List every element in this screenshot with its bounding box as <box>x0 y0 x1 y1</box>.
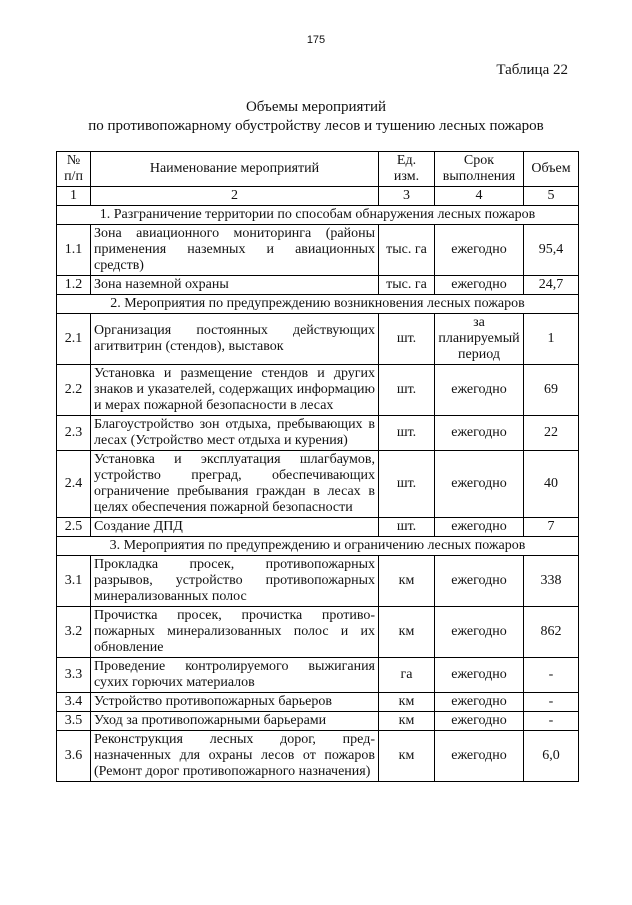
unit-of-measure: шт. <box>379 451 435 518</box>
unit-of-measure: тыс. га <box>379 276 435 295</box>
unit-of-measure: км <box>379 712 435 731</box>
table-row <box>57 556 579 607</box>
measure-name: Уход за противопожарными барьерами <box>91 712 379 731</box>
measure-name: Зона авиационного мониторинга (районы применения наземных и авиационных средств) <box>91 225 379 276</box>
execution-term: ежегодно <box>435 365 524 416</box>
header-name: Наименование мероприятий <box>91 152 379 187</box>
document-title <box>0 98 632 136</box>
volume-value: 7 <box>524 518 579 537</box>
volume-value: 24,7 <box>524 276 579 295</box>
table-row <box>57 658 579 693</box>
unit-of-measure: шт. <box>379 365 435 416</box>
table-caption: Таблица 22 <box>496 62 568 78</box>
unit-of-measure: га <box>379 658 435 693</box>
table-row <box>57 416 579 451</box>
measure-name: Зона наземной охраны <box>91 276 379 295</box>
measure-name: Реконструкция лесных дорог, пред-назначенных для охраны лесов от пожаров (Ремонт дорог противопожарного назначения) <box>91 731 379 782</box>
execution-term: за планируемый период <box>435 314 524 365</box>
page-number: 175 <box>306 34 326 46</box>
row-number: 1.2 <box>57 276 91 295</box>
row-number: 3.5 <box>57 712 91 731</box>
title-line-1: Объемы мероприятий <box>245 99 387 115</box>
row-number: 2.2 <box>57 365 91 416</box>
volume-value: 22 <box>524 416 579 451</box>
section-title: 2. Мероприятия по предупреждению возникновения лесных пожаров <box>57 295 579 314</box>
volume-value: 862 <box>524 607 579 658</box>
measure-name: Устройство противопожарных барьеров <box>91 693 379 712</box>
row-number: 3.1 <box>57 556 91 607</box>
index-cell: 2 <box>91 187 379 206</box>
index-cell: 1 <box>57 187 91 206</box>
execution-term: ежегодно <box>435 658 524 693</box>
header-term: Срок выполнения <box>435 152 524 187</box>
execution-term: ежегодно <box>435 556 524 607</box>
row-number: 1.1 <box>57 225 91 276</box>
volume-value: 95,4 <box>524 225 579 276</box>
unit-of-measure: тыс. га <box>379 225 435 276</box>
section-title: 1. Разграничение территории по способам обнаружения лесных пожаров <box>57 206 579 225</box>
table-row <box>57 693 579 712</box>
execution-term: ежегодно <box>435 693 524 712</box>
unit-of-measure: км <box>379 556 435 607</box>
row-number: 2.1 <box>57 314 91 365</box>
table-body <box>57 206 579 782</box>
unit-of-measure: шт. <box>379 416 435 451</box>
table-row <box>57 518 579 537</box>
execution-term: ежегодно <box>435 225 524 276</box>
header-unit: Ед. изм. <box>379 152 435 187</box>
table-header-row <box>57 152 579 187</box>
volume-value: - <box>524 712 579 731</box>
section-title: 3. Мероприятия по предупреждению и ограничению лесных пожаров <box>57 537 579 556</box>
measures-table <box>56 151 579 782</box>
table-row <box>57 276 579 295</box>
title-line-2: по противопожарному обустройству лесов и тушению лесных пожаров <box>88 118 544 134</box>
execution-term: ежегодно <box>435 451 524 518</box>
unit-of-measure: км <box>379 607 435 658</box>
volume-value: 69 <box>524 365 579 416</box>
volume-value: - <box>524 693 579 712</box>
measure-name: Прокладка просек, противопожарных разрывов, устройство противопожарных минерализованных полос <box>91 556 379 607</box>
unit-of-measure: км <box>379 693 435 712</box>
row-number: 3.2 <box>57 607 91 658</box>
table-row <box>57 225 579 276</box>
measure-name: Организация постоянных действующих агитвитрин (стендов), выставок <box>91 314 379 365</box>
volume-value: 1 <box>524 314 579 365</box>
row-number: 3.4 <box>57 693 91 712</box>
index-cell: 3 <box>379 187 435 206</box>
volume-value: - <box>524 658 579 693</box>
header-volume: Объем <box>524 152 579 187</box>
row-number: 2.4 <box>57 451 91 518</box>
measure-name: Установка и размещение стендов и других знаков и указателей, содержащих информацию и мерах пожарной безопасности в лесах <box>91 365 379 416</box>
volume-value: 40 <box>524 451 579 518</box>
row-number: 2.5 <box>57 518 91 537</box>
measure-name: Благоустройство зон отдыха, пребывающих в лесах (Устройство мест отдыха и курения) <box>91 416 379 451</box>
unit-of-measure: км <box>379 731 435 782</box>
volume-value: 6,0 <box>524 731 579 782</box>
volume-value: 338 <box>524 556 579 607</box>
table-row <box>57 451 579 518</box>
unit-of-measure: шт. <box>379 314 435 365</box>
table-row <box>57 607 579 658</box>
row-number: 3.3 <box>57 658 91 693</box>
index-cell: 4 <box>435 187 524 206</box>
table-row <box>57 365 579 416</box>
table-row <box>57 712 579 731</box>
table-row <box>57 314 579 365</box>
row-number: 2.3 <box>57 416 91 451</box>
execution-term: ежегодно <box>435 518 524 537</box>
section-row <box>57 295 579 314</box>
header-num: № п/п <box>57 152 91 187</box>
measure-name: Проведение контролируемого выжигания сухих горючих материалов <box>91 658 379 693</box>
measure-name: Прочистка просек, прочистка противо-пожарных минерализованных полос и их обновление <box>91 607 379 658</box>
column-index-row <box>57 187 579 206</box>
execution-term: ежегодно <box>435 731 524 782</box>
section-row <box>57 206 579 225</box>
execution-term: ежегодно <box>435 712 524 731</box>
index-cell: 5 <box>524 187 579 206</box>
execution-term: ежегодно <box>435 276 524 295</box>
unit-of-measure: шт. <box>379 518 435 537</box>
row-number: 3.6 <box>57 731 91 782</box>
section-row <box>57 537 579 556</box>
execution-term: ежегодно <box>435 607 524 658</box>
measure-name: Установка и эксплуатация шлагбаумов, устройство преград, обеспечивающих ограничение пребывания граждан в лесах в целях обеспечения пожарной безопасности <box>91 451 379 518</box>
execution-term: ежегодно <box>435 416 524 451</box>
measure-name: Создание ДПД <box>91 518 379 537</box>
table-row <box>57 731 579 782</box>
